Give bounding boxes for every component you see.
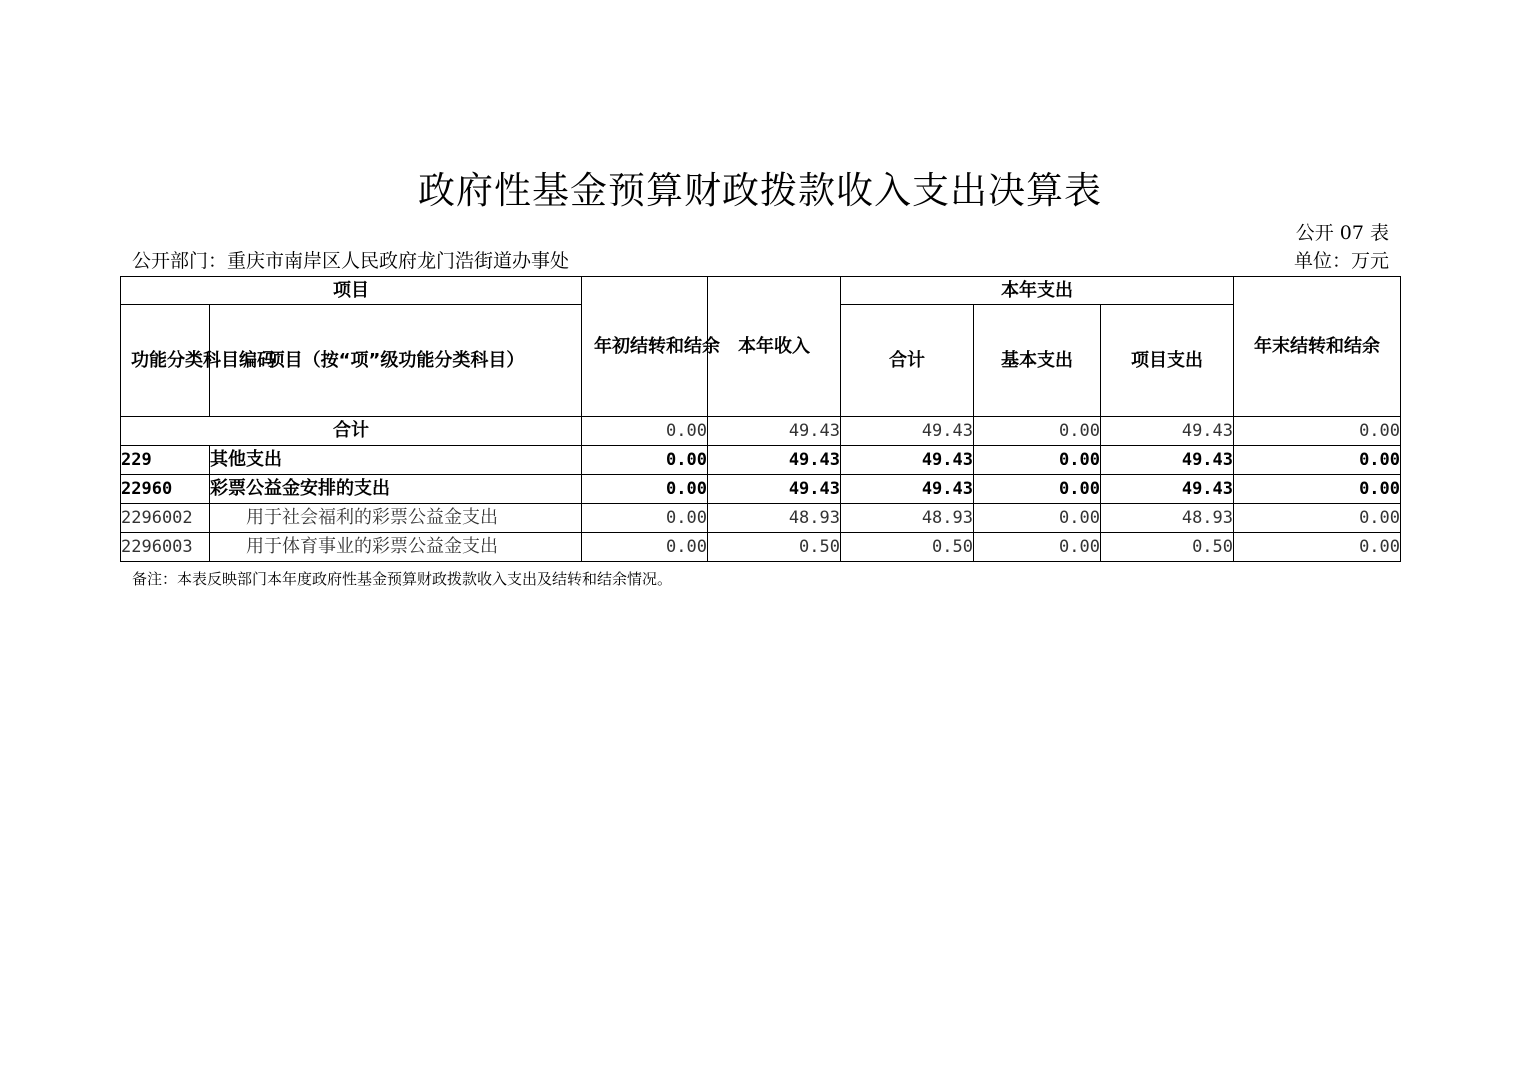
row-income: 48.93 [708,504,841,533]
table-row [121,475,1401,504]
row-beginning: 0.00 [582,533,708,562]
row-beginning: 0.00 [582,446,708,475]
row-project: 0.50 [1101,533,1234,562]
unit-label: 单位：万元 [1293,250,1389,272]
total-label: 合计 [121,417,582,446]
total-row [121,417,1401,446]
page-title: 政府性基金预算财政拨款收入支出决算表 [418,169,1102,212]
row-code: 22960 [121,475,210,504]
row-name: 其他支出 [210,446,582,475]
row-expense-total: 49.43 [841,446,974,475]
header-basic-expense: 基本支出 [974,305,1101,417]
department-label: 公开部门：重庆市南岸区人民政府龙门浩街道办事处 [132,250,570,272]
total-ending: 0.00 [1234,417,1401,446]
total-expense-total: 49.43 [841,417,974,446]
row-income: 0.50 [708,533,841,562]
row-code: 2296003 [121,533,210,562]
header-current-expense: 本年支出 [841,277,1234,305]
row-basic: 0.00 [974,533,1101,562]
header-expense-total: 合计 [841,305,974,417]
row-ending: 0.00 [1234,504,1401,533]
row-project: 48.93 [1101,504,1234,533]
form-code: 公开 07 表 [1295,222,1389,244]
header-row-1 [121,277,1401,305]
row-beginning: 0.00 [582,475,708,504]
row-project: 49.43 [1101,446,1234,475]
table-row [121,533,1401,562]
table-row [121,504,1401,533]
row-expense-total: 48.93 [841,504,974,533]
row-expense-total: 0.50 [841,533,974,562]
row-income: 49.43 [708,446,841,475]
row-expense-total: 49.43 [841,475,974,504]
table-row [121,446,1401,475]
row-basic: 0.00 [974,475,1101,504]
budget-table [120,276,1401,562]
row-basic: 0.00 [974,446,1101,475]
row-ending: 0.00 [1234,446,1401,475]
header-ending-balance: 年末结转和结余 [1234,277,1401,417]
table-note: 备注：本表反映部门本年度政府性基金预算财政拨款收入支出及结转和结余情况。 [132,570,673,588]
total-project: 49.43 [1101,417,1234,446]
header-beginning-balance: 年初结转和结余 [582,277,708,417]
header-project: 项目 [121,277,582,305]
total-basic: 0.00 [974,417,1101,446]
row-code: 229 [121,446,210,475]
row-basic: 0.00 [974,504,1101,533]
row-project: 49.43 [1101,475,1234,504]
row-name: 用于体育事业的彩票公益金支出 [210,533,582,562]
header-func-code: 功能分类科目编码 [121,305,210,417]
row-ending: 0.00 [1234,533,1401,562]
total-income: 49.43 [708,417,841,446]
header-project-name: 项目（按“项”级功能分类科目） [210,305,582,417]
row-income: 49.43 [708,475,841,504]
header-current-income: 本年收入 [708,277,841,417]
row-beginning: 0.00 [582,504,708,533]
row-ending: 0.00 [1234,475,1401,504]
row-name: 彩票公益金安排的支出 [210,475,582,504]
header-project-expense: 项目支出 [1101,305,1234,417]
row-name: 用于社会福利的彩票公益金支出 [210,504,582,533]
row-code: 2296002 [121,504,210,533]
total-beginning: 0.00 [582,417,708,446]
